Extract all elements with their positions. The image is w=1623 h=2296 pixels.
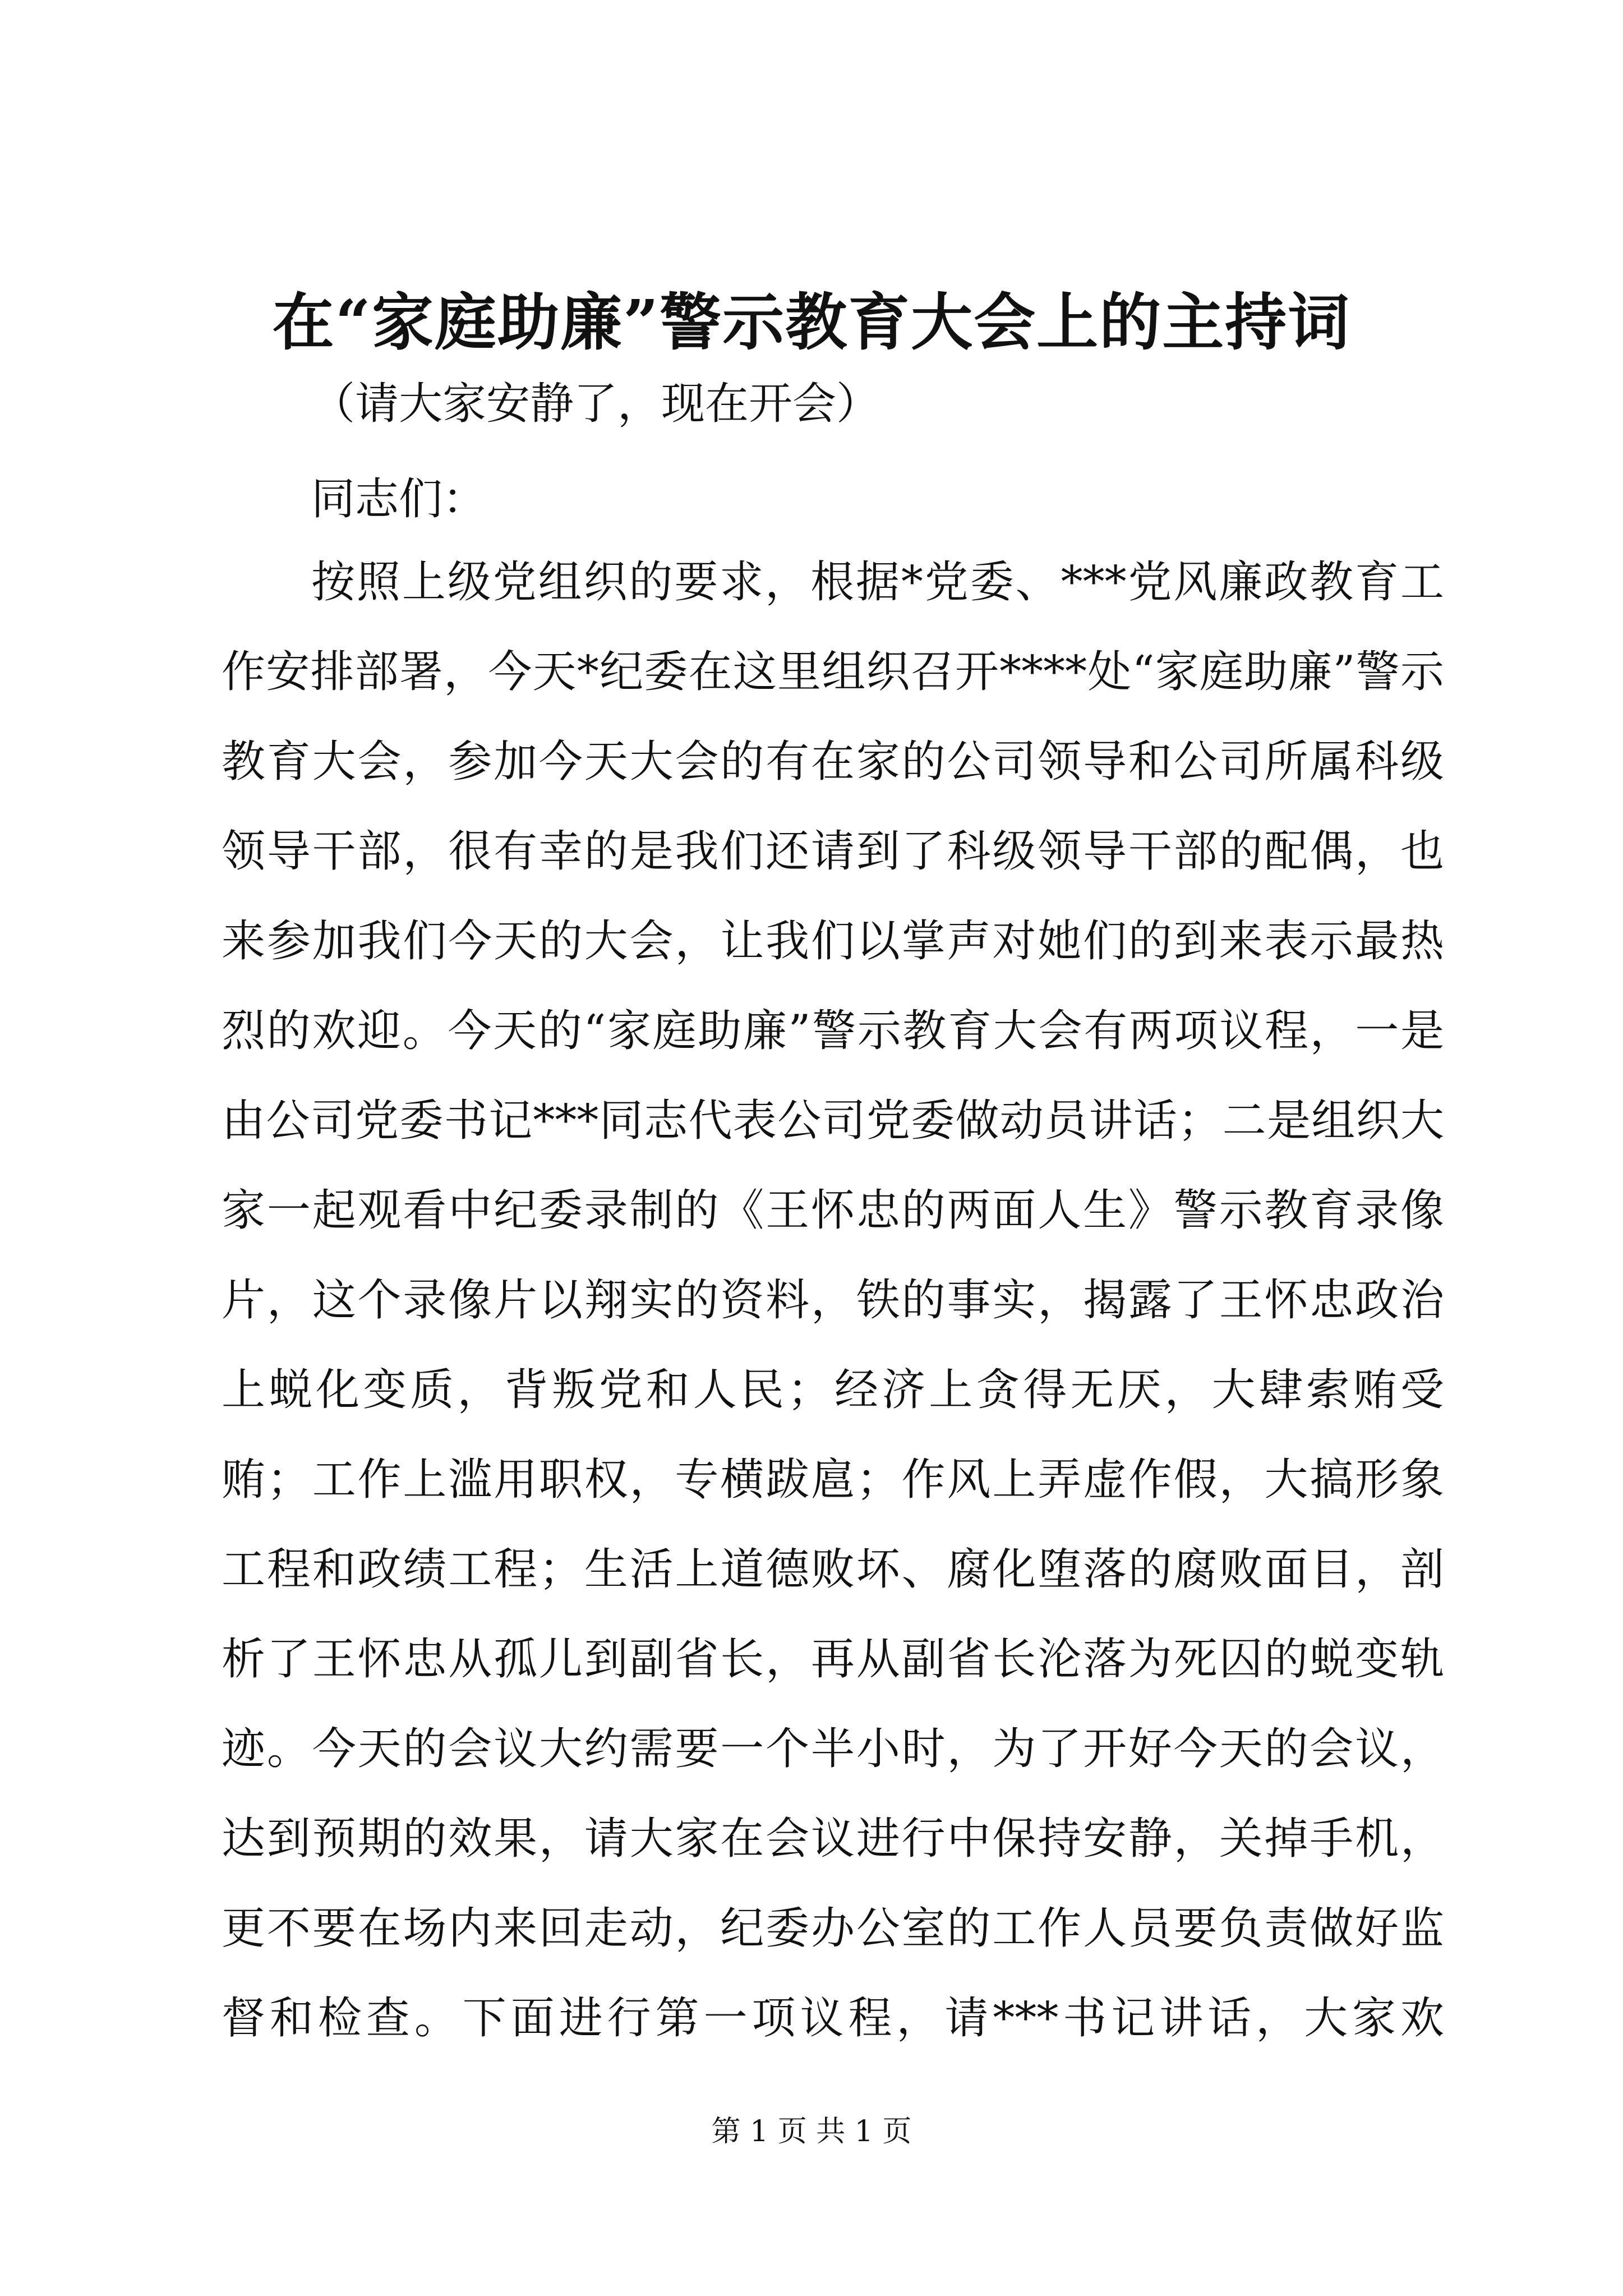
- page-footer: 第 1 页 共 1 页: [711, 2115, 912, 2148]
- body-paragraph: 按照上级党组织的要求，根据*党委、***党风廉政教育工作安排部署，今天*纪委在这里组织召开****处“家庭助廉”警示教育大会，参加今天大会的有在家的公司领导和公司所属科级领导干部，很有幸的是我们还请到了科级领导干部的配偶，也来参加我们今天的大会，让我们以掌声对她们的到来表示最热烈的欢迎。今天的“家庭助廉”警示教育大会有两项议程，一是由公司党委书记***同志代表公司党委做动员讲话；二是组织大家一起观看中纪委录制的《王怀忠的两面人生》警示教育录像片，这个录像片以翔实的资料，铁的事实，揭露了王怀忠政治上蜕化变质，背叛党和人民；经济上贪得无厌，大肆索贿受贿；工作上滥用职权，专横跋扈；作风上弄虚作假，大搞形象工程和政绩工程；生活上道德败坏、腐化堕落的腐败面目，剖析了王怀忠从孤儿到副省长，再从副省长沦落为死囚的蜕变轨迹。今天的会议大约需要一个半小时，为了开好今天的会议，达到预期的效果，请大家在会议进行中保持安静，关掉手机，更不要在场内来回走动，纪委办公室的工作人员要负责做好监督和检查。下面进行第一项议程，请***书记讲话，大家欢: [222, 557, 1444, 2044]
- greeting: 同志们：: [311, 474, 487, 524]
- opening-note: （请大家安静了，现在开会）: [311, 379, 880, 429]
- document-title: 在“家庭助廉”警示教育大会上的主持词: [272, 286, 1351, 358]
